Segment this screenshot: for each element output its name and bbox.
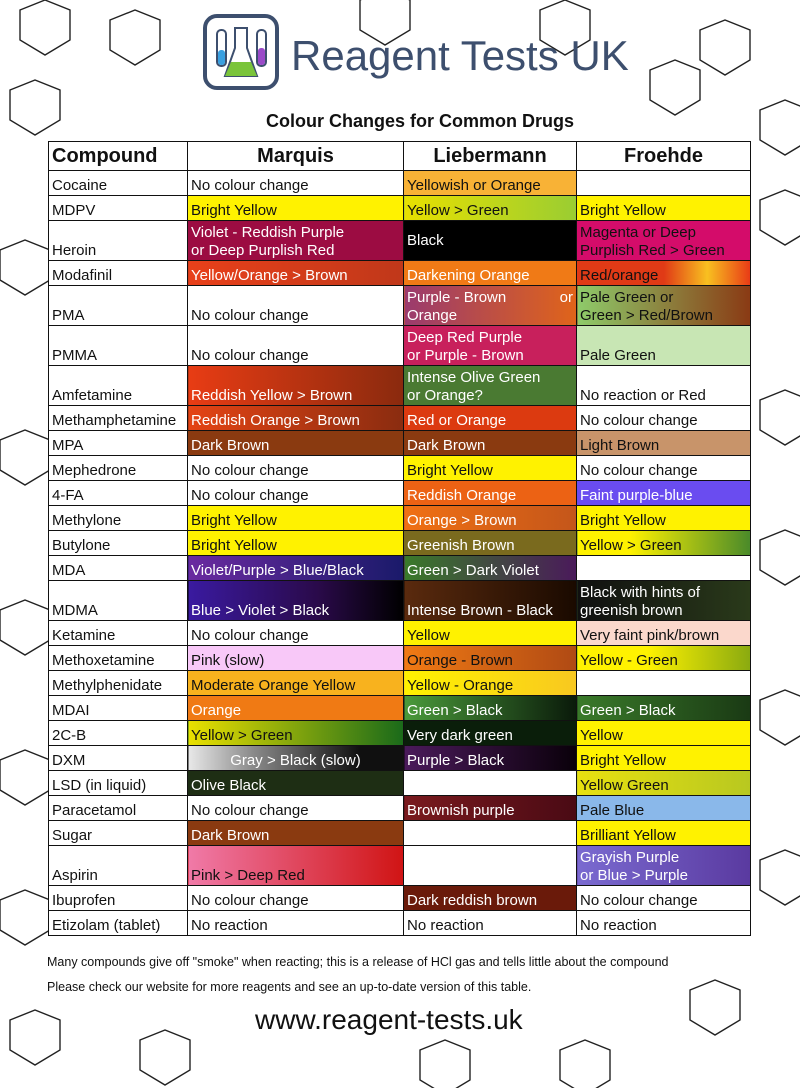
table-row — [49, 286, 751, 326]
froehde-result: Yellow - Green — [577, 646, 751, 671]
table-row — [49, 646, 751, 671]
marquis-result: Yellow/Orange > Brown — [188, 261, 404, 286]
compound-name: Paracetamol — [49, 796, 188, 821]
compound-name: LSD (in liquid) — [49, 771, 188, 796]
froehde-result: Yellow > Green — [577, 531, 751, 556]
table-row — [49, 671, 751, 696]
compound-name: Modafinil — [49, 261, 188, 286]
froehde-result: No colour change — [577, 886, 751, 911]
compound-name: Mephedrone — [49, 456, 188, 481]
marquis-result: Reddish Orange > Brown — [188, 406, 404, 431]
table-row — [49, 196, 751, 221]
compound-name: 4-FA — [49, 481, 188, 506]
result-fragment: Purple - Brown — [407, 289, 507, 306]
marquis-result: No colour change — [188, 796, 404, 821]
marquis-result: Bright Yellow — [188, 531, 404, 556]
table-row — [49, 506, 751, 531]
table-row — [49, 746, 751, 771]
marquis-result: Blue > Violet > Black — [188, 581, 404, 621]
froehde-result: Pale Green — [577, 326, 751, 366]
brand-name: Reagent Tests UK — [291, 32, 629, 79]
marquis-result: No colour change — [188, 171, 404, 196]
compound-name: Cocaine — [49, 171, 188, 196]
froehde-result: Bright Yellow — [577, 506, 751, 531]
liebermann-result: Orange - Brown — [404, 646, 577, 671]
marquis-result: No colour change — [188, 886, 404, 911]
liebermann-result — [404, 846, 577, 886]
liebermann-result: Yellow — [404, 621, 577, 646]
froehde-result: Pale Green or Green > Red/Brown — [577, 286, 751, 326]
compound-name: Amfetamine — [49, 366, 188, 406]
result-text — [407, 289, 573, 325]
table-row — [49, 621, 751, 646]
froehde-result: Green > Black — [577, 696, 751, 721]
compound-name: Methylone — [49, 506, 188, 531]
marquis-result: Yellow > Green — [188, 721, 404, 746]
liebermann-result: Very dark green — [404, 721, 577, 746]
marquis-result: No colour change — [188, 286, 404, 326]
liebermann-result — [404, 286, 577, 326]
liebermann-result: Dark Brown — [404, 431, 577, 456]
compound-name: MDMA — [49, 581, 188, 621]
compound-name: Methylphenidate — [49, 671, 188, 696]
froehde-result: Magenta or Deep Purplish Red > Green — [577, 221, 751, 261]
table-row — [49, 581, 751, 621]
table-row — [49, 406, 751, 431]
table-row — [49, 221, 751, 261]
froehde-result — [577, 671, 751, 696]
compound-name: Heroin — [49, 221, 188, 261]
marquis-result: Olive Black — [188, 771, 404, 796]
document-title: Colour Changes for Common Drugs — [265, 111, 574, 131]
marquis-result: No colour change — [188, 481, 404, 506]
marquis-result: Bright Yellow — [188, 506, 404, 531]
compound-name: Methoxetamine — [49, 646, 188, 671]
marquis-result: No colour change — [188, 326, 404, 366]
column-header-froehde: Froehde — [577, 142, 751, 171]
footer-note-smoke: Many compounds give off "smoke" when reacting; this is a release of HCl gas and tells little about the compound — [47, 955, 669, 969]
marquis-result: Gray > Black (slow) — [188, 746, 404, 771]
compound-name: Butylone — [49, 531, 188, 556]
table-row — [49, 556, 751, 581]
liebermann-result: Yellow > Green — [404, 196, 577, 221]
marquis-result: No reaction — [188, 911, 404, 936]
marquis-result: Pink (slow) — [188, 646, 404, 671]
result-line: Orange — [407, 307, 458, 324]
liebermann-result: Greenish Brown — [404, 531, 577, 556]
table-row — [49, 886, 751, 911]
froehde-result: Light Brown — [577, 431, 751, 456]
compound-name: Ibuprofen — [49, 886, 188, 911]
liebermann-result: Black — [404, 221, 577, 261]
compound-name: MDA — [49, 556, 188, 581]
froehde-result: Red/orange — [577, 261, 751, 286]
table-row — [49, 531, 751, 556]
liebermann-result: Orange > Brown — [404, 506, 577, 531]
froehde-result: No colour change — [577, 456, 751, 481]
compound-name: DXM — [49, 746, 188, 771]
froehde-result — [577, 171, 751, 196]
liebermann-result: Yellow - Orange — [404, 671, 577, 696]
column-header-liebermann: Liebermann — [404, 142, 577, 171]
froehde-result: Pale Blue — [577, 796, 751, 821]
compound-name: Sugar — [49, 821, 188, 846]
table-row — [49, 326, 751, 366]
table-header-row — [49, 142, 751, 171]
table-row — [49, 431, 751, 456]
liebermann-result — [404, 771, 577, 796]
froehde-result: No colour change — [577, 406, 751, 431]
compound-name: PMMA — [49, 326, 188, 366]
froehde-result: Very faint pink/brown — [577, 621, 751, 646]
liebermann-result: Deep Red Purple or Purple - Brown — [404, 326, 577, 366]
marquis-result: Pink > Deep Red — [188, 846, 404, 886]
liebermann-result: Purple > Black — [404, 746, 577, 771]
marquis-result: Bright Yellow — [188, 196, 404, 221]
froehde-result: Faint purple-blue — [577, 481, 751, 506]
marquis-result: No colour change — [188, 456, 404, 481]
table-row — [49, 456, 751, 481]
liebermann-result: Intense Brown - Black — [404, 581, 577, 621]
liebermann-result: Red or Orange — [404, 406, 577, 431]
reagent-table — [48, 141, 751, 936]
compound-name: MDPV — [49, 196, 188, 221]
froehde-result: Brilliant Yellow — [577, 821, 751, 846]
liebermann-result: No reaction — [404, 911, 577, 936]
marquis-result: Dark Brown — [188, 431, 404, 456]
froehde-result: No reaction or Red — [577, 366, 751, 406]
column-header-marquis: Marquis — [188, 142, 404, 171]
compound-name: MPA — [49, 431, 188, 456]
marquis-result: Violet - Reddish Purple or Deep Purplish Red — [188, 221, 404, 261]
compound-name: MDAI — [49, 696, 188, 721]
froehde-result: No reaction — [577, 911, 751, 936]
marquis-result: Dark Brown — [188, 821, 404, 846]
marquis-result: Orange — [188, 696, 404, 721]
compound-name: 2C-B — [49, 721, 188, 746]
footer-note-website: Please check our website for more reagents and see an up-to-date version of this table. — [47, 980, 532, 994]
compound-name: Methamphetamine — [49, 406, 188, 431]
flask-logo-icon — [203, 14, 279, 90]
froehde-result: Bright Yellow — [577, 746, 751, 771]
compound-name: Aspirin — [49, 846, 188, 886]
liebermann-result: Green > Dark Violet — [404, 556, 577, 581]
liebermann-result — [404, 821, 577, 846]
table-row — [49, 696, 751, 721]
liebermann-result: Bright Yellow — [404, 456, 577, 481]
result-fragment: or — [559, 289, 573, 306]
liebermann-result: Reddish Orange — [404, 481, 577, 506]
liebermann-result: Intense Olive Green or Orange? — [404, 366, 577, 406]
froehde-result: Grayish Purple or Blue > Purple — [577, 846, 751, 886]
website-link[interactable]: www.reagent-tests.uk — [255, 1004, 523, 1035]
froehde-result: Yellow Green — [577, 771, 751, 796]
compound-name: Ketamine — [49, 621, 188, 646]
table-row — [49, 771, 751, 796]
result-line — [407, 289, 573, 307]
froehde-result: Black with hints of greenish brown — [577, 581, 751, 621]
table-row — [49, 366, 751, 406]
liebermann-result: Green > Black — [404, 696, 577, 721]
compound-name: Etizolam (tablet) — [49, 911, 188, 936]
liebermann-result: Brownish purple — [404, 796, 577, 821]
froehde-result: Bright Yellow — [577, 196, 751, 221]
marquis-result: Violet/Purple > Blue/Black — [188, 556, 404, 581]
table-row — [49, 911, 751, 936]
table-row — [49, 171, 751, 196]
table-row — [49, 796, 751, 821]
compound-name: PMA — [49, 286, 188, 326]
froehde-result — [577, 556, 751, 581]
marquis-result: No colour change — [188, 621, 404, 646]
liebermann-result: Yellowish or Orange — [404, 171, 577, 196]
column-header-compound: Compound — [49, 142, 188, 171]
table-row — [49, 821, 751, 846]
liebermann-result: Dark reddish brown — [404, 886, 577, 911]
table-row — [49, 721, 751, 746]
brand-logo — [203, 14, 629, 102]
liebermann-result: Darkening Orange — [404, 261, 577, 286]
table-row — [49, 261, 751, 286]
table-row — [49, 846, 751, 886]
froehde-result: Yellow — [577, 721, 751, 746]
marquis-result: Moderate Orange Yellow — [188, 671, 404, 696]
marquis-result: Reddish Yellow > Brown — [188, 366, 404, 406]
table-row — [49, 481, 751, 506]
